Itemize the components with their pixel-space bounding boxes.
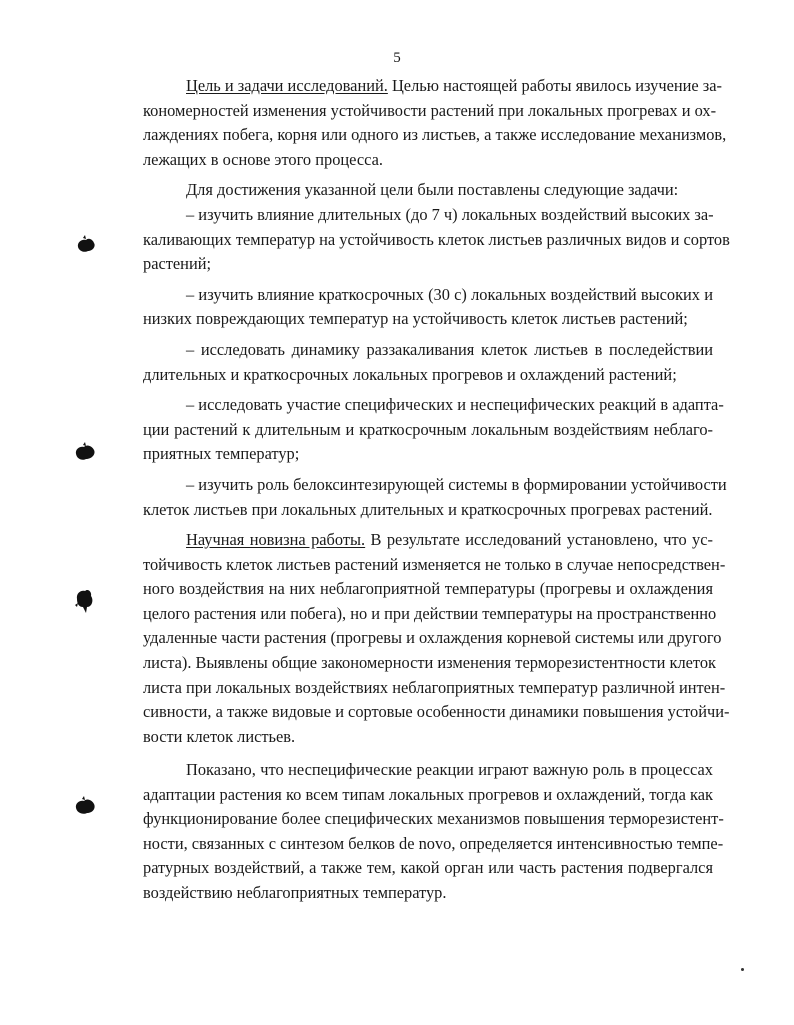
text-line: целого растения или побега), но и при действии температуры на пространственно — [143, 603, 717, 623]
text-line: клеток листьев при локальных длительных и краткосрочных прогревах растений. — [143, 499, 713, 519]
text-line: Научная новизна работы. В результате исследований установлено, что ус- — [186, 530, 713, 550]
text-line: кономерностей изменения устойчивости растений при локальных прогревах и ох- — [143, 100, 717, 120]
text-line: листа). Выявлены общие закономерности изменения терморезистентности клеток — [143, 653, 717, 673]
text-line: каливающих температур на устойчивость клеток листьев различных видов и сортов — [143, 229, 730, 249]
ink-blot-icon — [73, 440, 97, 464]
section-heading-novelty: Научная новизна работы. — [186, 530, 366, 550]
text-line: ного воздействия на них неблагоприятной температуры (прогревы и охлаждения — [143, 579, 713, 599]
text-line: вости клеток листьев. — [143, 726, 296, 746]
page-number: 5 — [393, 50, 401, 66]
document-body — [143, 74, 730, 906]
text-line: воздействию неблагоприятных температур. — [143, 882, 447, 902]
speck — [741, 968, 744, 971]
text-line: – изучить влияние длительных (до 7 ч) локальных воздействий высоких за- — [186, 204, 714, 224]
section-heading-goals: Цель и задачи исследований. — [186, 76, 388, 95]
text-line: тойчивость клеток листьев растений изменяется не только в случае непосредствен- — [143, 554, 726, 574]
text-line: сивности, а также видовые и сортовые особенности динамики повышения устойчи- — [143, 702, 730, 722]
text-line: удаленные части растения (прогревы и охлаждения корневой системы или другого — [143, 628, 722, 648]
text-line: – исследовать динамику раззакаливания клеток листьев в последействии — [186, 339, 713, 359]
text-line: функционирование более специфических механизмов повышения терморезистент- — [143, 809, 724, 829]
text-line: ности, связанных с синтезом белков de novo, определяется интенсивностью темпе- — [143, 833, 724, 853]
text-line: ратурных воздействий, а также тем, какой орган или часть растения подвергался — [143, 858, 713, 878]
text-line: лаждениях побега, корня или одного из листьев, а также исследование механизмов, — [143, 125, 727, 145]
text-line: Для достижения указанной цели были поставлены следующие задачи: — [186, 180, 679, 200]
ink-blot-icon — [71, 585, 97, 615]
ink-blot-icon — [74, 233, 98, 257]
text-line: Цель и задачи исследований. Целью настоящей работы явилось изучение за- — [186, 76, 723, 95]
text-line: низких повреждающих температур на устойчивость клеток листьев растений; — [143, 309, 688, 329]
text-line: – изучить влияние краткосрочных (30 с) локальных воздействий высоких и — [186, 284, 713, 304]
text-line: адаптации растения ко всем типам локальных прогревов и охлаждений, тогда как — [143, 784, 713, 804]
text-line: длительных и краткосрочных локальных прогревов и охлаждений растений; — [143, 364, 677, 384]
text-line: – изучить роль белоксинтезирующей системы в формировании устойчивости — [186, 474, 727, 494]
text-line: Показано, что неспецифические реакции играют важную роль в процессах — [186, 759, 713, 779]
ink-blot-icon — [73, 795, 97, 819]
text-line: ции растений к длительным и краткосрочным локальным воздействиям неблаго- — [143, 419, 713, 439]
text-line: листа при локальных воздействиях неблагоприятных температур различной интен- — [143, 677, 726, 697]
text-line: растений; — [143, 254, 212, 274]
text-line: – исследовать участие специфических и неспецифических реакций в адапта- — [186, 395, 724, 415]
text-line: приятных температур; — [143, 444, 300, 464]
text-line: лежащих в основе этого процесса. — [143, 149, 383, 169]
